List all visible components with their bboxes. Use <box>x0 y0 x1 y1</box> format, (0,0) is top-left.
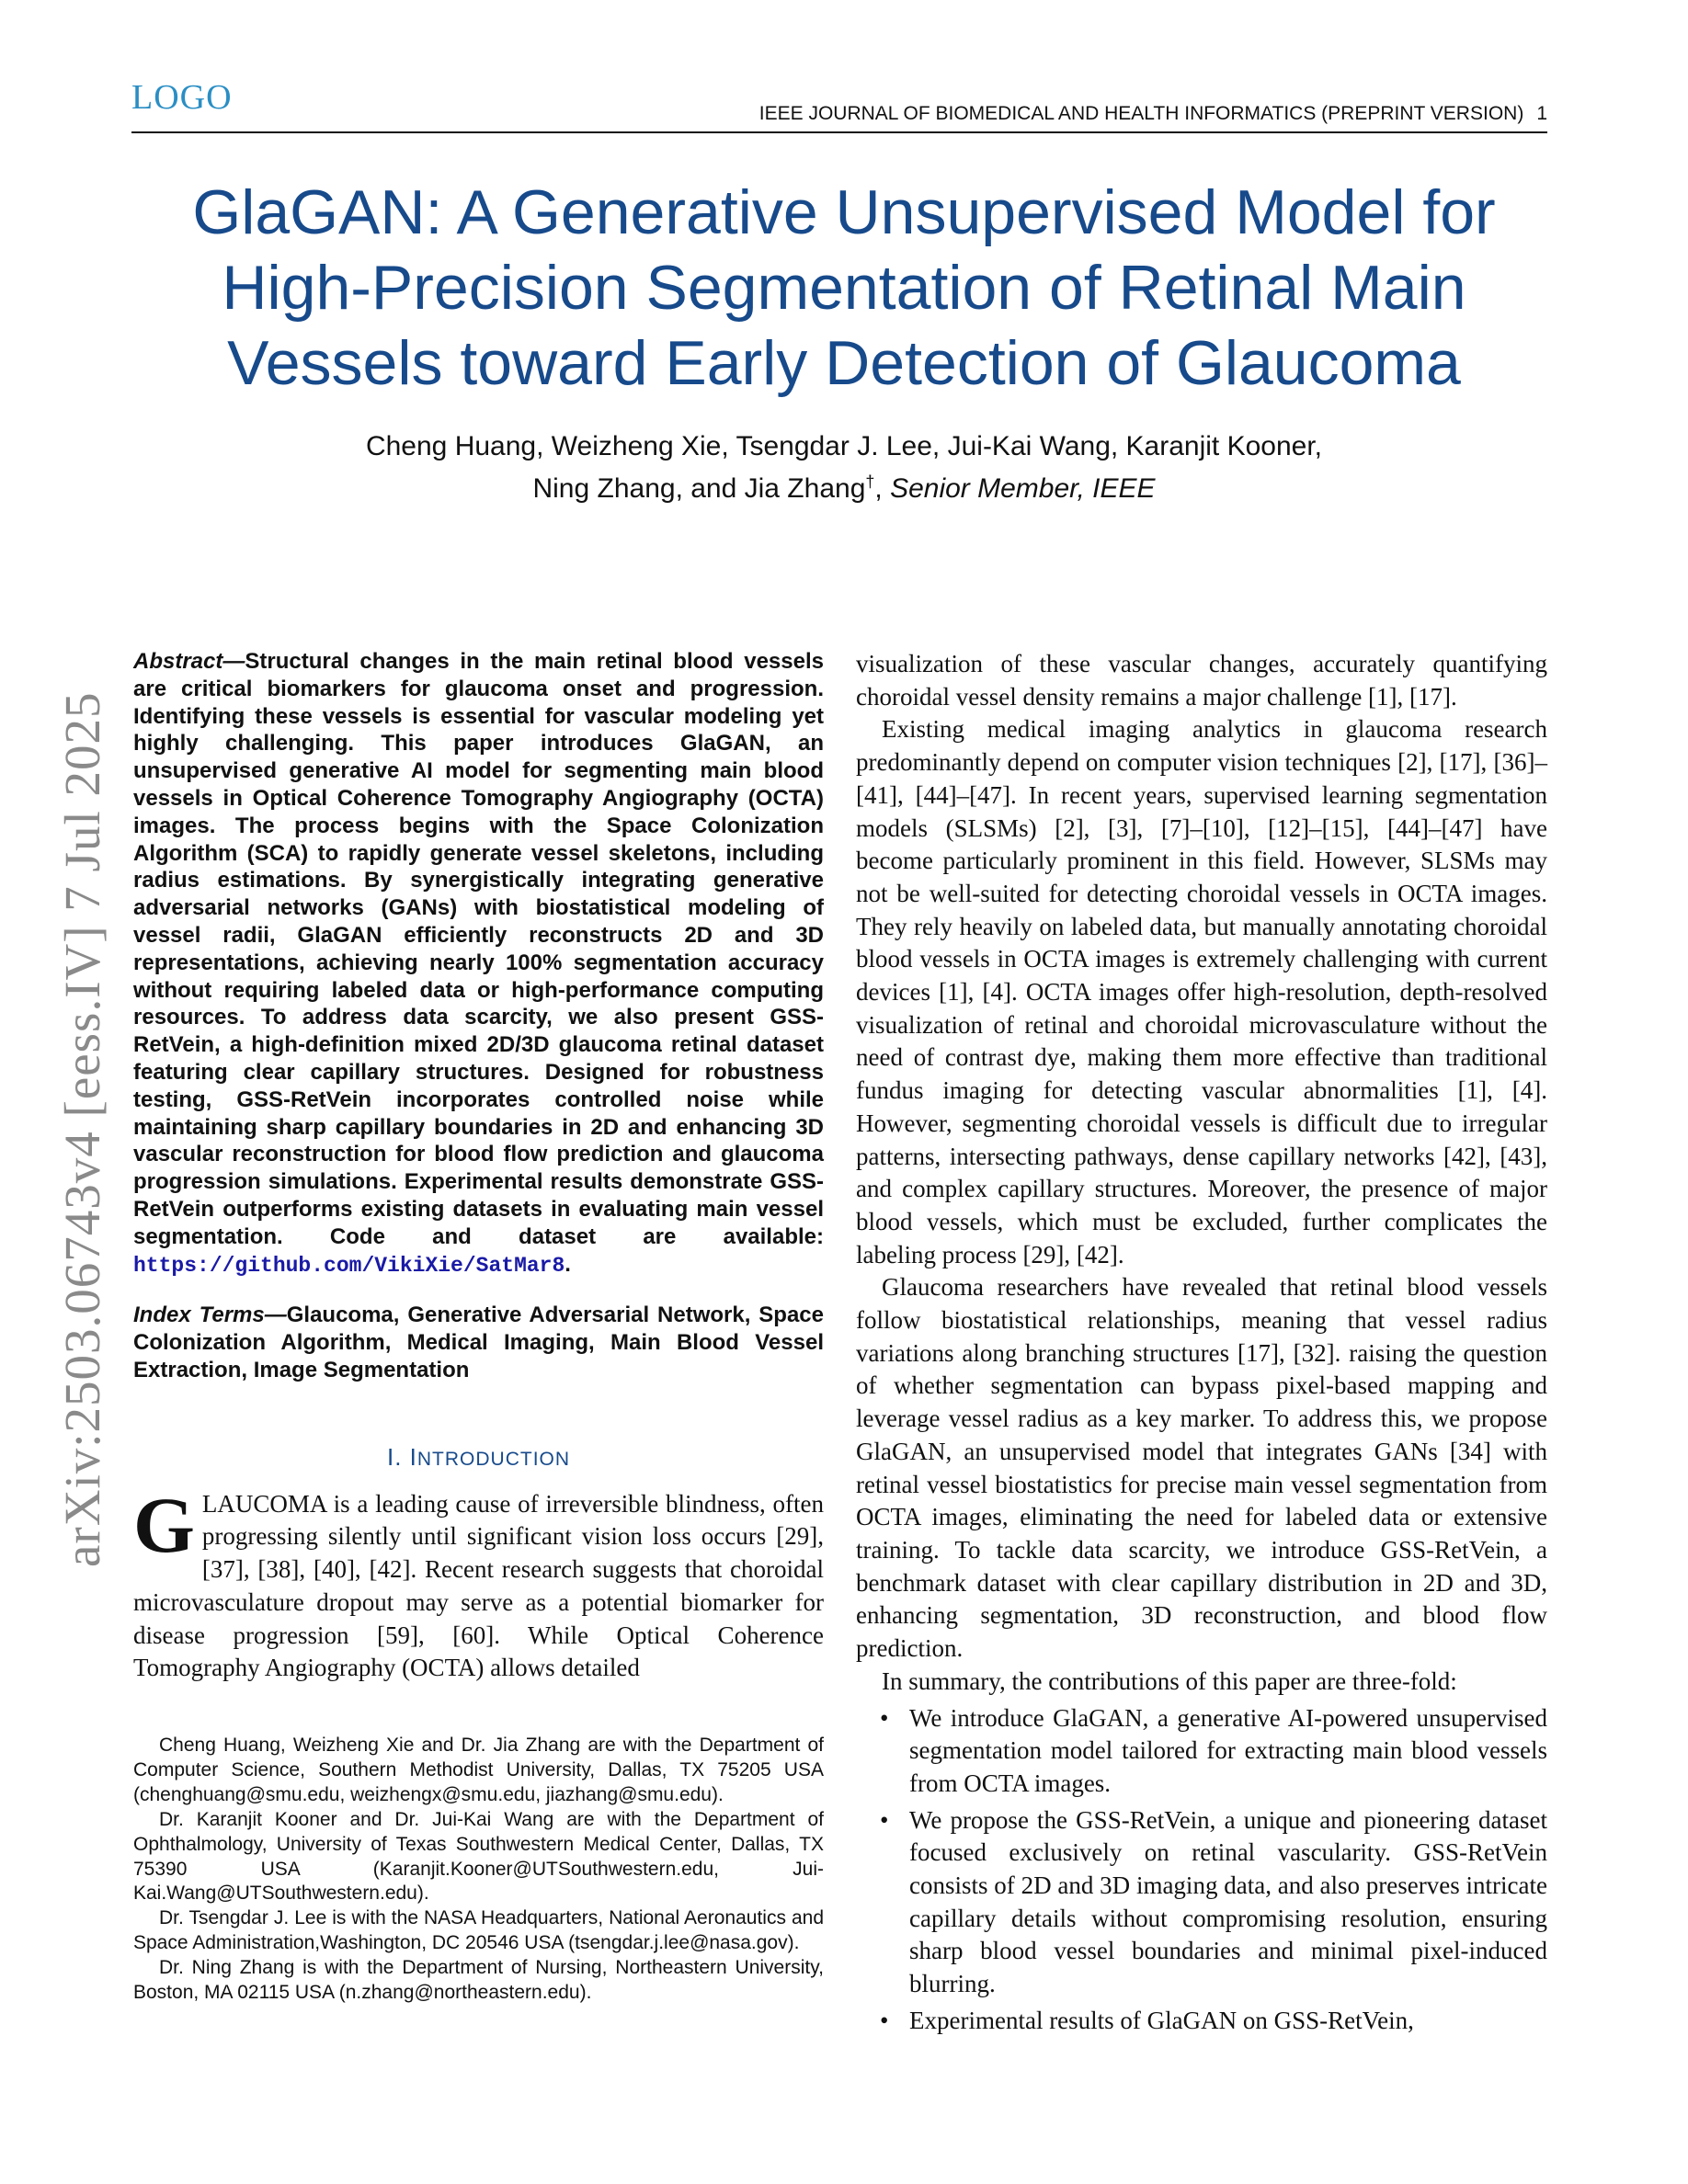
contributions-list <box>856 1702 1547 2038</box>
list-item <box>856 1702 1547 1801</box>
footnote: Dr. Karanjit Kooner and Dr. Jui-Kai Wang are with the Department of Ophthalmology, University of Texas Southwestern Medical Center, Dallas, TX 75390 USA (Karanjit.Kooner@UTSouthwestern.edu, Jui-Kai.Wang@UTSouthwestern.edu). <box>133 1808 824 1905</box>
index-terms-text: Glaucoma, Generative Adversarial Network, Space Colonization Algorithm, Medical Imaging, Main Blood Vessel Extraction, Image Segmentation <box>133 1302 825 1382</box>
paragraph: visualization of these vascular changes, accurately quantifying choroidal vessel density remains a major challenge [1], [17]. <box>856 650 1547 711</box>
paragraph: Glaucoma researchers have revealed that retinal blood vessels follow biostatistical relationships, meaning that vessel radius variations along branching structures [17], [32]. raising the question of whether segmentation can bypass pixel-based mapping and leverage vessel radius as a key marker. To address this, we propose GlaGAN, an unsupervised model that integrates GANs [34] with retinal vessel biostatistics for precise main vessel segmentation from OCTA images, eliminating the need for labeled data or extensive training. To tackle data scarcity, we introduce GSS-RetVein, a benchmark dataset with clear capillary distribution in 2D and 3D, enhancing segmentation, 3D reconstruction, and blood flow prediction. <box>856 1273 1547 1663</box>
section-rest: NTRODUCTION <box>416 1448 571 1470</box>
bullet-icon: • <box>880 1703 889 1732</box>
paragraph: Existing medical imaging analytics in glaucoma research predominantly depend on computer vision techniques [2], [17], [36]–[41], [44]–[47]. In recent years, supervised learning segmentation models (SLSMs) [2], [3], [7]–[10], [12]–[15], [44]–[47] have become particularly prominent in this field. However, SLSMs may not be well-suited for detecting choroidal vessels in OCTA images. They rely heavily on labeled data, but manually annotating choroidal blood vessels in OCTA images is extremely challenging with current devices [1], [4]. OCTA images offer high-resolution, depth-resolved visualization of retinal and choroidal microvasculature without the need of contrast dye, making them more effective than traditional fundus imaging for detecting vascular abnormalities [1], [4]. However, segmenting choroidal vessels is difficult due to irregular patterns, intersecting pathways, dense capillary networks [42], [43], and complex capillary structures. Moreover, the presence of major blood vessels, which must be excluded, further complicates the labeling process [29], [42]. <box>856 715 1547 1268</box>
code-link[interactable]: https://github.com/VikiXie/SatMar8 <box>133 1253 565 1278</box>
left-column <box>133 648 824 1685</box>
footnote: Dr. Tsengdar J. Lee is with the NASA Headquarters, National Aeronautics and Space Administration,Washington, DC 20546 USA (tsengdar.j.lee@nasa.gov). <box>133 1907 824 1954</box>
section-number: I. <box>386 1442 410 1471</box>
right-column <box>856 648 1547 2042</box>
index-terms <box>133 1302 824 1383</box>
journal-logo: LOGO <box>131 78 233 117</box>
header-rule <box>131 131 1547 133</box>
arxiv-stamp: arXiv:2503.06743v4 [eess.IV] 7 Jul 2025 <box>54 691 110 1567</box>
intro-lead: LAUCOMA <box>201 1489 326 1518</box>
abstract-label: Abstract— <box>133 649 245 674</box>
section-heading-introduction <box>133 1443 824 1472</box>
drop-cap: G <box>133 1480 195 1569</box>
list-item <box>856 2005 1547 2038</box>
page-number: 1 <box>1536 103 1547 124</box>
author-names-2: Ning Zhang, and Jia Zhang <box>532 473 866 504</box>
intro-paragraph <box>133 1480 824 1685</box>
author-sep: , <box>874 473 891 504</box>
bullet-icon: • <box>880 2006 889 2034</box>
abstract <box>133 648 824 1280</box>
corresponding-dagger: † <box>865 472 875 491</box>
footnote: Dr. Ning Zhang is with the Department of Nursing, Northeastern University, Boston, MA 02115 USA (n.zhang@northeastern.edu). <box>133 1957 824 2004</box>
author-footnotes <box>133 1734 824 2006</box>
running-header <box>759 103 1547 125</box>
author-line-1: Cheng Huang, Weizheng Xie, Tsengdar J. Lee, Jui-Kai Wang, Karanjit Kooner, <box>365 431 1323 461</box>
abstract-text: Structural changes in the main retinal blood vessels are critical biomarkers for glaucoma onset and progression. Identifying these vessels is essential for vascular modeling yet highly challenging. This paper introduces GlaGAN, an unsupervised generative AI model for segmenting main blood vessels in Optical Coherence Tomography Angiography (OCTA) images. The process begins with the Space Colonization Algorithm (SCA) to rapidly generate vessel skeletons, including radius estimations. By synergistically integrating generative adversarial networks (GANs) with biostatistical modeling of vessel radii, GlaGAN efficiently reconstructs 2D and 3D representations, achieving nearly 100% segmentation accuracy without requiring labeled data or high-performance computing resources. To address data scarcity, we also present GSS-RetVein, a high-definition mixed 2D/3D glaucoma retinal dataset featuring clear capillary structures. Designed for robustness testing, GSS-RetVein incorporates controlled noise while maintaining sharp capillary boundaries in 2D and enhancing 3D vascular reconstruction for blood flow prediction and glaucoma progression simulations. Experimental results demonstrate GSS-RetVein outperforms existing datasets in evaluating main vessel segmentation. Code and dataset are available: <box>133 649 824 1249</box>
section-first-letter: I <box>409 1442 417 1471</box>
list-item-text: We propose the GSS-RetVein, a unique and pioneering dataset focused exclusively on retinal vascularity. GSS-RetVein consists of 2D and 3D imaging data, and also preserves intricate capillary details without compromising resolution, ensuring sharp blood vessel boundaries and minimal pixel-induced blurring. <box>909 1805 1547 1998</box>
paragraph: In summary, the contributions of this paper are three-fold: <box>882 1666 1457 1695</box>
journal-name: IEEE JOURNAL OF BIOMEDICAL AND HEALTH INFORMATICS (PREPRINT VERSION) <box>758 103 1524 124</box>
intro-text: is a leading cause of irreversible blindness, often progressing silently until significant vision loss occurs [29], [37], [38], [40], [42]. Recent research suggests that choroidal microvasculature dropout may serve as a potential biomarker for disease progression [59], [60]. While Optical Coherence Tomography Angiography (OCTA) allows detailed <box>133 1489 824 1682</box>
index-terms-label: Index Terms— <box>133 1302 287 1328</box>
author-line-2 <box>138 464 1550 506</box>
paper-title: GlaGAN: A Generative Unsupervised Model for High-Precision Segmentation of Retinal Main Vessels toward Early Detection of Glaucoma <box>192 177 1496 398</box>
abstract-end: . <box>565 1251 571 1277</box>
list-item-text: We introduce GlaGAN, a generative AI-powered unsupervised segmentation model tailored for extracting main blood vessels from OCTA images. <box>909 1703 1547 1797</box>
list-item <box>856 1804 1547 2001</box>
bullet-icon: • <box>880 1805 889 1834</box>
membership: Senior Member, IEEE <box>890 473 1156 504</box>
author-block <box>138 428 1550 506</box>
list-item-text: Experimental results of GlaGAN on GSS-RetVein, <box>909 2006 1414 2034</box>
footnote: Cheng Huang, Weizheng Xie and Dr. Jia Zhang are with the Department of Computer Science, Southern Methodist University, Dallas, TX 75205 USA (chenghuang@smu.edu, weizhengx@smu.edu, jiazhang@smu.edu). <box>133 1735 824 1805</box>
